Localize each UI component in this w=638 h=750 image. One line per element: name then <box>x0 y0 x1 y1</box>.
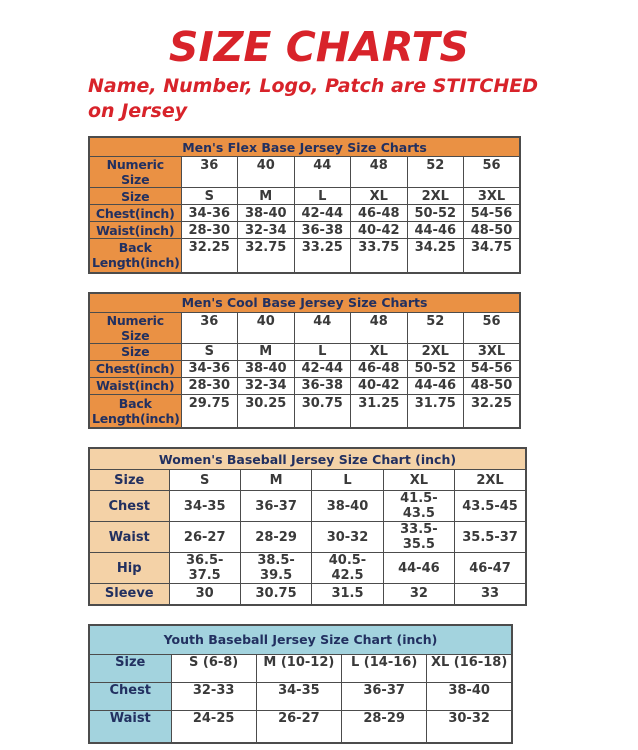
size-value: 34-35 <box>169 491 240 522</box>
size-value: 30-32 <box>312 522 383 553</box>
row-size <box>89 188 520 205</box>
size-value: 36 <box>181 312 238 343</box>
size-value: 26-27 <box>256 710 341 743</box>
size-value: 50-52 <box>407 360 464 377</box>
size-value: L <box>294 188 351 205</box>
size-value: 42-44 <box>294 360 351 377</box>
size-value: 40.5-42.5 <box>312 553 383 584</box>
size-value: 32.75 <box>238 239 295 273</box>
size-value: 56 <box>464 157 521 188</box>
row-size <box>89 470 526 491</box>
size-value: 46-48 <box>351 360 408 377</box>
row-label: Waist(inch) <box>89 377 181 394</box>
size-value: 33 <box>455 584 526 605</box>
stitched-note: Name, Number, Logo, Patch are STITCHED on Jersey <box>88 75 538 122</box>
size-value: 36-38 <box>294 222 351 239</box>
size-value: 2XL <box>455 470 526 491</box>
size-value: 36 <box>181 157 238 188</box>
size-value: 41.5-43.5 <box>383 491 454 522</box>
row-chest <box>89 491 526 522</box>
mens-flex-base-table <box>88 136 521 274</box>
size-value: 40 <box>238 157 295 188</box>
size-value: 35.5-37 <box>455 522 526 553</box>
row-label: Waist <box>89 522 169 553</box>
size-value: L <box>294 343 351 360</box>
size-value: 44-46 <box>407 222 464 239</box>
size-value: 36.5-37.5 <box>169 553 240 584</box>
size-value: 28-30 <box>181 222 238 239</box>
table-title: Youth Baseball Jersey Size Chart (inch) <box>89 625 512 655</box>
row-label: Back Length(inch) <box>89 394 181 428</box>
size-value: 48-50 <box>464 222 521 239</box>
size-value: 31.75 <box>407 394 464 428</box>
size-value: 36-37 <box>342 682 427 710</box>
row-label: Size <box>89 343 181 360</box>
size-value: 3XL <box>464 188 521 205</box>
size-value: 33.75 <box>351 239 408 273</box>
size-value: 38-40 <box>238 360 295 377</box>
size-value: 29.75 <box>181 394 238 428</box>
size-value: 42-44 <box>294 205 351 222</box>
size-value: L <box>312 470 383 491</box>
row-waist <box>89 710 512 743</box>
row-size <box>89 343 520 360</box>
size-value: 28-29 <box>342 710 427 743</box>
row-waist <box>89 222 520 239</box>
size-value: 32-33 <box>171 682 256 710</box>
row-label: Chest <box>89 491 169 522</box>
size-value: 34-36 <box>181 360 238 377</box>
size-value: 38-40 <box>427 682 512 710</box>
size-value: 30-32 <box>427 710 512 743</box>
row-label: Waist <box>89 710 171 743</box>
size-value: XL <box>351 343 408 360</box>
size-value: 48 <box>351 157 408 188</box>
table-title: Men's Flex Base Jersey Size Charts <box>89 137 520 157</box>
size-value: 33.25 <box>294 239 351 273</box>
row-back-length <box>89 394 520 428</box>
size-value: 34-36 <box>181 205 238 222</box>
row-label: Chest(inch) <box>89 360 181 377</box>
table-header-row <box>89 448 526 470</box>
size-value: 38-40 <box>312 491 383 522</box>
size-value: 3XL <box>464 343 521 360</box>
row-label: Waist(inch) <box>89 222 181 239</box>
row-label: Hip <box>89 553 169 584</box>
row-label: Back Length(inch) <box>89 239 181 273</box>
size-value: 56 <box>464 312 521 343</box>
row-sleeve <box>89 584 526 605</box>
size-value: 2XL <box>407 188 464 205</box>
size-value: 2XL <box>407 343 464 360</box>
size-value: XL (16-18) <box>427 654 512 682</box>
row-chest <box>89 205 520 222</box>
row-size <box>89 654 512 682</box>
size-value: 44 <box>294 312 351 343</box>
table-title: Women's Baseball Jersey Size Chart (inch) <box>89 448 526 470</box>
row-label: Chest <box>89 682 171 710</box>
table-header-row <box>89 293 520 313</box>
size-value: 33.5-35.5 <box>383 522 454 553</box>
size-value: 48-50 <box>464 377 521 394</box>
table-title: Men's Cool Base Jersey Size Charts <box>89 293 520 313</box>
row-label: Size <box>89 470 169 491</box>
row-numeric-size <box>89 157 520 188</box>
row-numeric-size <box>89 312 520 343</box>
size-value: 44-46 <box>407 377 464 394</box>
size-value: 34.25 <box>407 239 464 273</box>
size-value: 31.25 <box>351 394 408 428</box>
row-label: Numeric Size <box>89 157 181 188</box>
mens-cool-base-table <box>88 292 521 430</box>
size-value: 34-35 <box>256 682 341 710</box>
size-value: 44-46 <box>383 553 454 584</box>
size-value: 40 <box>238 312 295 343</box>
row-label: Numeric Size <box>89 312 181 343</box>
size-value: 24-25 <box>171 710 256 743</box>
size-value: 52 <box>407 157 464 188</box>
size-value: 40-42 <box>351 377 408 394</box>
size-value: 32 <box>383 584 454 605</box>
row-label: Chest(inch) <box>89 205 181 222</box>
size-value: 36-38 <box>294 377 351 394</box>
size-value: M <box>240 470 311 491</box>
row-hip <box>89 553 526 584</box>
size-value: 32.25 <box>464 394 521 428</box>
size-value: 38-40 <box>238 205 295 222</box>
size-value: 38.5-39.5 <box>240 553 311 584</box>
size-value: 28-29 <box>240 522 311 553</box>
size-value: 54-56 <box>464 360 521 377</box>
size-value: 50-52 <box>407 205 464 222</box>
size-value: S <box>169 470 240 491</box>
size-value: 40-42 <box>351 222 408 239</box>
size-value: 30.75 <box>240 584 311 605</box>
size-value: XL <box>383 470 454 491</box>
row-waist <box>89 377 520 394</box>
size-value: M <box>238 188 295 205</box>
size-value: XL <box>351 188 408 205</box>
size-value: M <box>238 343 295 360</box>
womens-baseball-table <box>88 447 527 606</box>
size-value: M (10-12) <box>256 654 341 682</box>
size-value: 43.5-45 <box>455 491 526 522</box>
size-value: L (14-16) <box>342 654 427 682</box>
row-back-length <box>89 239 520 273</box>
size-value: 48 <box>351 312 408 343</box>
size-value: S (6-8) <box>171 654 256 682</box>
size-value: S <box>181 188 238 205</box>
size-value: 32-34 <box>238 222 295 239</box>
size-value: 30.25 <box>238 394 295 428</box>
size-value: 36-37 <box>240 491 311 522</box>
youth-baseball-table <box>88 624 513 745</box>
size-value: 30 <box>169 584 240 605</box>
row-label: Sleeve <box>89 584 169 605</box>
page-title: SIZE CHARTS <box>168 23 470 71</box>
size-value: 26-27 <box>169 522 240 553</box>
size-value: 31.5 <box>312 584 383 605</box>
size-value: 46-48 <box>351 205 408 222</box>
size-value: 30.75 <box>294 394 351 428</box>
table-header-row <box>89 137 520 157</box>
size-value: 52 <box>407 312 464 343</box>
size-value: 44 <box>294 157 351 188</box>
row-label: Size <box>89 188 181 205</box>
size-value: S <box>181 343 238 360</box>
row-chest <box>89 360 520 377</box>
table-header-row <box>89 625 512 655</box>
size-value: 46-47 <box>455 553 526 584</box>
size-value: 32-34 <box>238 377 295 394</box>
size-value: 32.25 <box>181 239 238 273</box>
size-value: 28-30 <box>181 377 238 394</box>
size-value: 54-56 <box>464 205 521 222</box>
row-waist <box>89 522 526 553</box>
row-label: Size <box>89 654 171 682</box>
size-value: 34.75 <box>464 239 521 273</box>
row-chest <box>89 682 512 710</box>
